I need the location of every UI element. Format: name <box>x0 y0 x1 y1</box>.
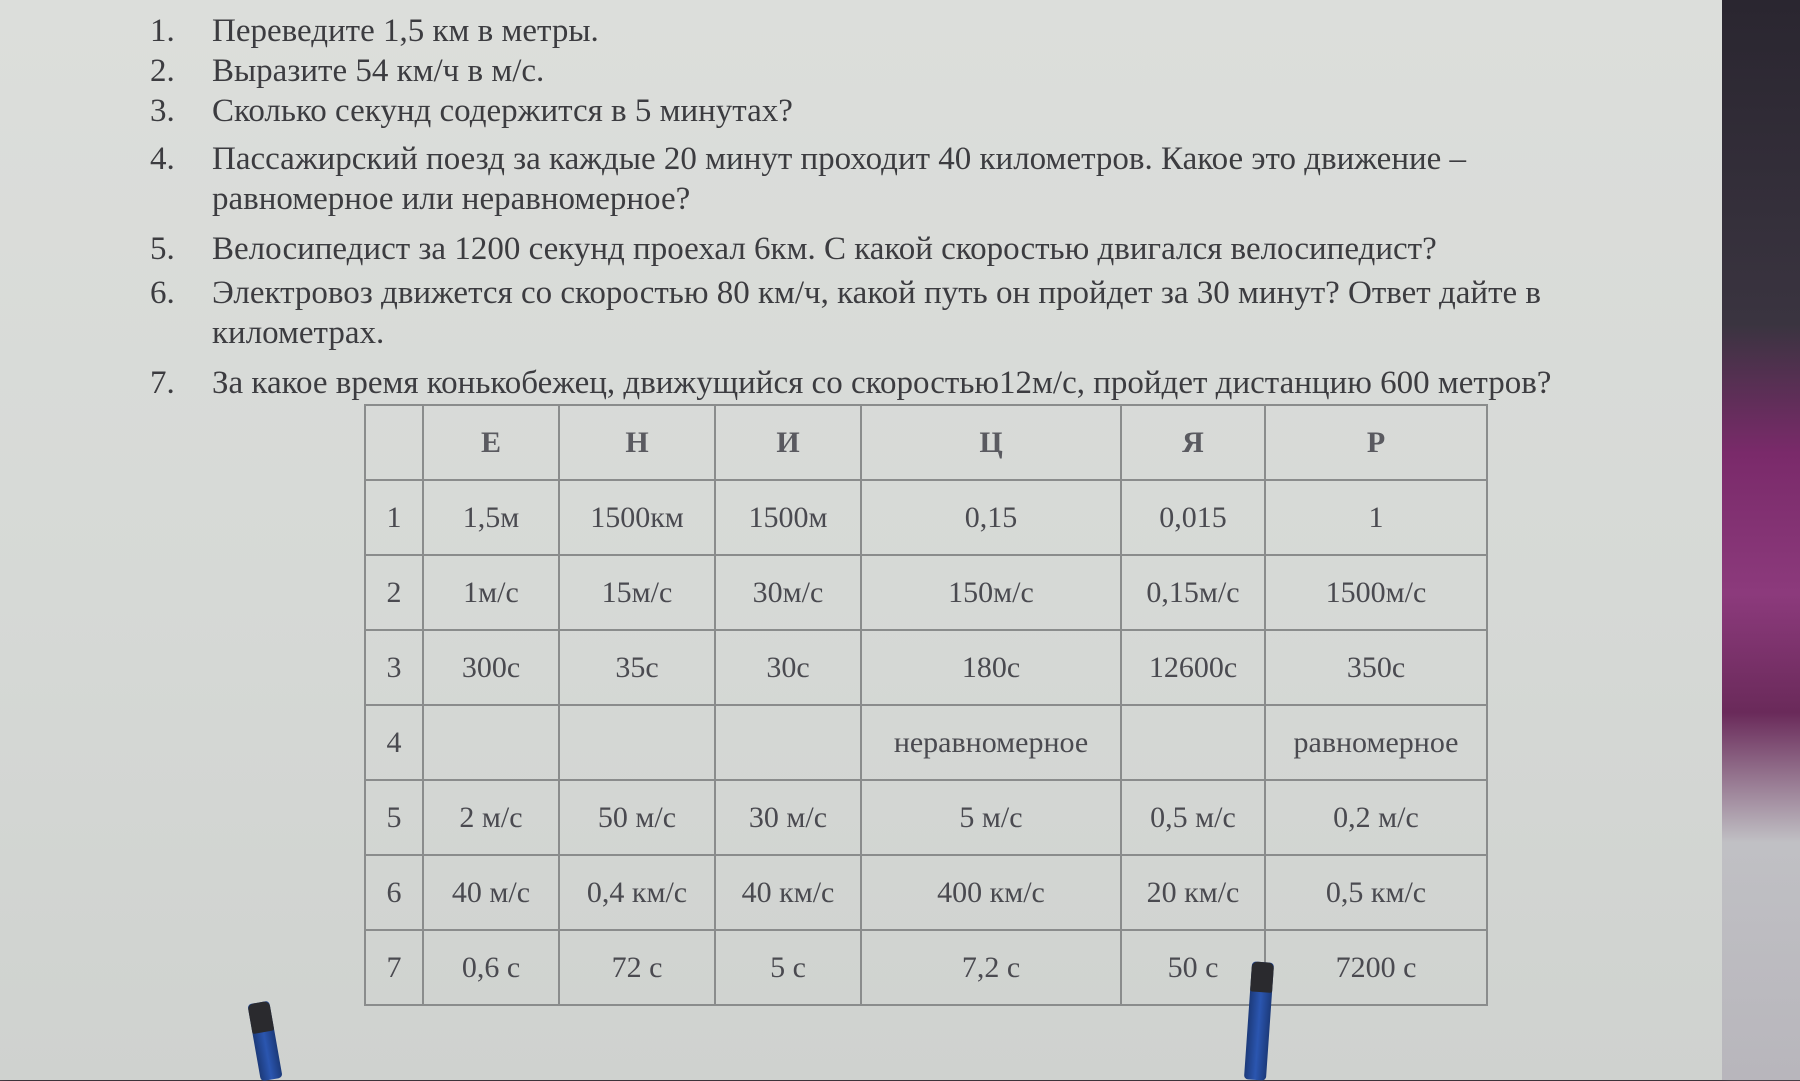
table-cell: 30с <box>715 630 861 705</box>
table-cell: 1500м/с <box>1265 555 1487 630</box>
table-header-row <box>365 405 1487 480</box>
table-row <box>365 855 1487 930</box>
table-row <box>365 780 1487 855</box>
table-cell <box>715 705 861 780</box>
table-cell: 0,015 <box>1121 480 1265 555</box>
header-cell: И <box>715 405 861 480</box>
row-number-cell: 6 <box>365 855 423 930</box>
row-number-cell: 3 <box>365 630 423 705</box>
question-text: Велосипедист за 1200 секунд проехал 6км. С какой скоростью двигался велосипедист? <box>212 231 1437 267</box>
table-cell: неравномерное <box>861 705 1121 780</box>
table-cell: 7,2 с <box>861 930 1121 1005</box>
row-number-cell: 1 <box>365 480 423 555</box>
table-cell: 0,15м/с <box>1121 555 1265 630</box>
table-cell: 7200 с <box>1265 930 1487 1005</box>
table-cell: 0,2 м/с <box>1265 780 1487 855</box>
table-cell: 72 с <box>559 930 715 1005</box>
table-row <box>365 930 1487 1005</box>
table-cell: 40 м/с <box>423 855 559 930</box>
table-cell: 50 с <box>1121 930 1265 1005</box>
table-cell: 150м/с <box>861 555 1121 630</box>
question-text-continued: километрах. <box>212 315 385 351</box>
header-cell-corner <box>365 405 423 480</box>
row-number-cell: 5 <box>365 780 423 855</box>
table-cell: 12600с <box>1121 630 1265 705</box>
table-cell: 1м/с <box>423 555 559 630</box>
question-number: 7. <box>150 365 175 401</box>
table-cell <box>423 705 559 780</box>
table-row <box>365 705 1487 780</box>
question-number: 4. <box>150 141 175 177</box>
header-cell: Р <box>1265 405 1487 480</box>
question-number: 3. <box>150 93 175 129</box>
question-text-continued: равномерное или неравномерное? <box>212 181 691 217</box>
table-cell: 50 м/с <box>559 780 715 855</box>
table-cell: 0,5 м/с <box>1121 780 1265 855</box>
table-row <box>365 555 1487 630</box>
table-cell: 0,4 км/с <box>559 855 715 930</box>
header-cell: Н <box>559 405 715 480</box>
table-cell: 180с <box>861 630 1121 705</box>
table-cell: 1500км <box>559 480 715 555</box>
background-edge <box>1722 0 1800 1080</box>
row-number-cell: 4 <box>365 705 423 780</box>
question-number: 2. <box>150 53 175 89</box>
header-cell: Я <box>1121 405 1265 480</box>
question-text: Электровоз движется со скоростью 80 км/ч, какой путь он пройдет за 30 минут? Ответ дайте в <box>212 275 1541 311</box>
table-cell: 300с <box>423 630 559 705</box>
table-cell: равномерное <box>1265 705 1487 780</box>
row-number-cell: 7 <box>365 930 423 1005</box>
question-number: 6. <box>150 275 175 311</box>
question-number: 5. <box>150 231 175 267</box>
question-text: За какое время конькобежец, движущийся со скоростью12м/с, пройдет дистанцию 600 метров? <box>212 365 1552 401</box>
table-cell: 15м/с <box>559 555 715 630</box>
table-cell: 400 км/с <box>861 855 1121 930</box>
table-cell: 30 м/с <box>715 780 861 855</box>
question-text: Сколько секунд содержится в 5 минутах? <box>212 93 793 129</box>
answer-table <box>364 404 1488 1006</box>
header-cell: Ц <box>861 405 1121 480</box>
question-text: Переведите 1,5 км в метры. <box>212 13 599 49</box>
table-cell: 35с <box>559 630 715 705</box>
table-row <box>365 480 1487 555</box>
table-cell: 1 <box>1265 480 1487 555</box>
table-cell: 20 км/с <box>1121 855 1265 930</box>
row-number-cell: 2 <box>365 555 423 630</box>
question-number: 1. <box>150 13 175 49</box>
table-cell: 1,5м <box>423 480 559 555</box>
table-cell: 5 с <box>715 930 861 1005</box>
table-cell: 350с <box>1265 630 1487 705</box>
table-cell: 0,6 с <box>423 930 559 1005</box>
table-cell: 1500м <box>715 480 861 555</box>
question-text: Выразите 54 км/ч в м/с. <box>212 53 545 89</box>
table-cell: 40 км/с <box>715 855 861 930</box>
table-cell <box>559 705 715 780</box>
table-cell: 0,15 <box>861 480 1121 555</box>
question-text: Пассажирский поезд за каждые 20 минут проходит 40 километров. Какое это движение – <box>212 141 1467 177</box>
table-cell <box>1121 705 1265 780</box>
header-cell: Е <box>423 405 559 480</box>
table-cell: 5 м/с <box>861 780 1121 855</box>
table-cell: 0,5 км/с <box>1265 855 1487 930</box>
table-cell: 2 м/с <box>423 780 559 855</box>
table-row <box>365 630 1487 705</box>
table-cell: 30м/с <box>715 555 861 630</box>
